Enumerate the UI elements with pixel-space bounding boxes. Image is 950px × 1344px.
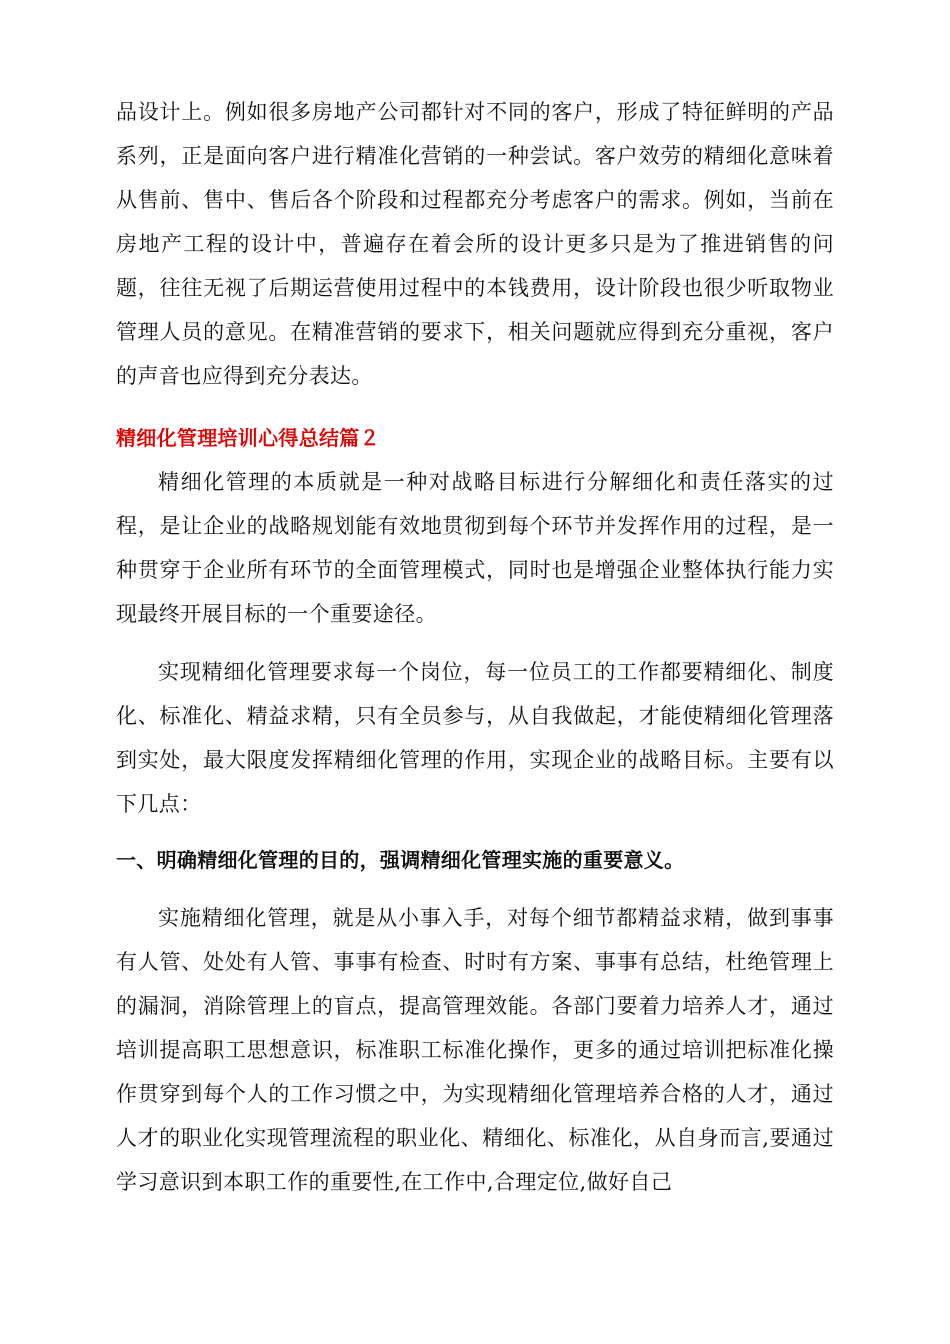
intro-paragraph: 品设计上。例如很多房地产公司都针对不同的客户，形成了特征鲜明的产品系列，正是面向客户进行精准化营销的一种尝试。客户效劳的精细化意味着从售前、售中、售后各个阶段和过程都充分考虑客户的需求。例如，当前在房地产工程的设计中，普遍存在着会所的设计更多只是为了推进销售的问题，往往无视了后期运营使用过程中的本钱费用，设计阶段也很少听取物业管理人员的意见。在精准营销的要求下，相关问题就应得到充分重视，客户的声音也应得到充分表达。 bbox=[116, 100, 834, 388]
point-1-paragraph: 实施精细化管理，就是从小事入手，对每个细节都精益求精，做到事事有人管、处处有人管、事事有检查、时时有方案、事事有总结，杜绝管理上的漏洞，消除管理上的盲点，提高管理效能。各部门要着力培养人才，通过培训提高职工思想意识，标准职工标准化操作，更多的通过培训把标准化操作贯穿到每个人的工作习惯之中，为实现精细化管理培养合格的人才，通过人才的职业化实现管理流程的职业化、精细化、标准化，从自身而言,要通过学习意识到本职工作的重要性,在工作中,合理定位,做好自己 bbox=[116, 906, 834, 1194]
section-2-title: 精细化管理培训心得总结篇２ bbox=[116, 426, 380, 450]
section-2-paragraph-2: 实现精细化管理要求每一个岗位，每一位员工的工作都要精细化、制度化、标准化、精益求精，只有全员参与，从自我做起，才能使精细化管理落到实处，最大限度发挥精细化管理的作用，实现企业的战略目标。主要有以下几点： bbox=[116, 660, 834, 816]
point-1-title: 一、明确精细化管理的目的，强调精细化管理实施的重要意义。 bbox=[116, 848, 685, 872]
section-2-paragraph-1: 精细化管理的本质就是一种对战略目标进行分解细化和责任落实的过程，是让企业的战略规划能有效地贯彻到每个环节并发挥作用的过程，是一种贯穿于企业所有环节的全面管理模式，同时也是增强企业整体执行能力实现最终开展目标的一个重要途径。 bbox=[116, 470, 834, 626]
